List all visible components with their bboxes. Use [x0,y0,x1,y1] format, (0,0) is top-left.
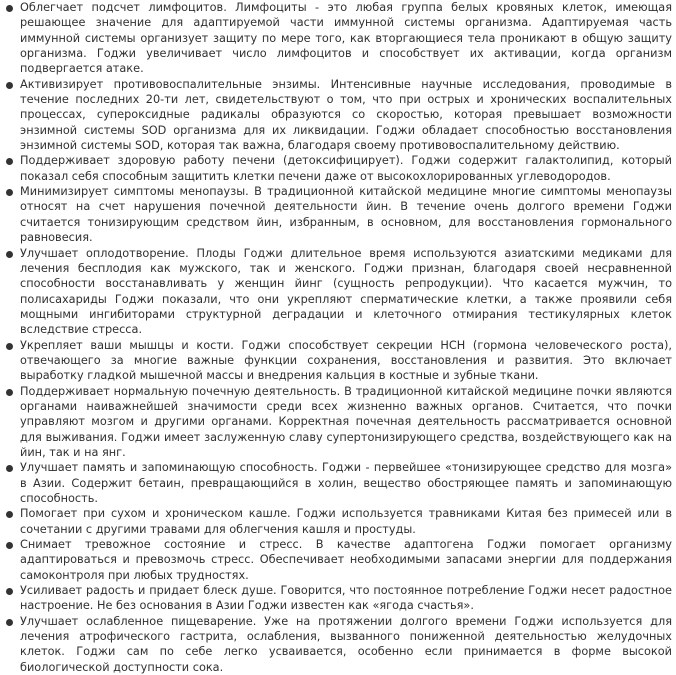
bullet-icon [6,82,13,89]
list-item-text: Улучшает память и запоминающую способность. Годжи - первейшее «тонизирующее средство для мозга» в Азии. Содержит бетаин, превращающийся в холин, вещество обостряющее память и запоминающую способность. [20,461,672,505]
list-item-stress [6,537,672,583]
list-item-text: Поддерживает здоровую работу печени (детоксифицирует). Годжи содержит галактолипид, который показал себя способным защитить клетки печени даже от высокохлорированных углеводородов. [20,154,672,183]
bullet-icon [6,542,13,549]
bullet-icon [6,5,13,12]
list-item-text: Улучшает оплодотворение. Плоды Годжи длительное время используются азиатскими медиками для лечения бесплодия как мужского, так и женского. Годжи признан, благодаря своей несравненной способности восстанавливать у женщин йинг (сущность репродукции). Что касается мужчин, то полисахариды Годжи показали, что они укрепляют сперматические клетки, а также проявили себя мощными ингибиторами структурной деградации и клеточного отмирания тестикулярных клеток вследствие стресса. [20,246,672,337]
bullet-icon [6,343,13,350]
bullet-icon [6,511,13,518]
list-item-text: Усиливает радость и придает блеск душе. Говорится, что постоянное потребление Годжи несет радостное настроение. Не без основания в Азии Годжи известен как «ягода счастья». [20,584,672,613]
list-item-text: Укрепляет ваши мышцы и кости. Годжи способствует секреции HCH (гормона человеческого роста), отвечающего за многие важные функции сохранения, восстановления и развития. Это включает выработку гладкой мышечной массы и внедрения кальция в костные и зубные ткани. [20,338,672,383]
list-item-lymphocytes [6,0,672,77]
bullet-icon [6,189,13,196]
list-item-joy [6,583,672,614]
list-item-muscles-bones [6,338,672,384]
bullet-icon [6,389,13,396]
list-item-kidneys [6,384,672,461]
list-item-text: Активизирует противовоспалительные энзимы. Интенсивные научные исследования, проводимые в течение последних 20-ти лет, свидетельствуют о том, что при острых и хронических воспалительных процессах, супероксидные радикалы образуются со скоростью, которая превышает возможности энзимной системы SOD организма для их ликвидации. Годжи обладает способностью восстановления энзимной системы SOD, которая так важна, благодаря своему противовоспалительному действию. [20,77,672,153]
list-item-text: Поддерживает нормальную почечную деятельность. В традиционной китайской медицине почки являются органами наиважнейшей значимости среди всех жизненно важных органов. Считается, что почки управляют мозгом и другими органами. Корректная почечная деятельность рассматривается основной для выживания. Годжи имеет заслуженную славу супертонизирующего средства, воздействующего как на йин, так и на янг. [20,384,672,459]
list-item-liver [6,153,672,184]
list-item-cough [6,506,672,537]
bullet-icon [6,158,13,165]
list-item-digestion [6,614,672,675]
list-item-text: Минимизирует симптомы менопаузы. В традиционной китайской медицине многие симптомы менопаузы относят на счет нарушения почечной деятельности йин. В течение очень долгого времени Годжи считается тонизирующим средством йин, избранным, в основном, для восстановления гормонального равновесия. [20,185,672,245]
bullet-icon [6,465,13,472]
list-item-text: Снимает тревожное состояние и стресс. В качестве адаптогена Годжи помогает организму адаптироваться и превозмочь стресс. Обеспечивает необходимыми запасами энергии для поддержания самоконтроля при любых трудностях. [20,538,672,582]
list-item-memory [6,460,672,506]
list-item-anti-inflammatory [6,77,672,154]
list-item-text: Помогает при сухом и хроническом кашле. Годжи используется травниками Китая без примесей или в сочетании с другими травами для облегчения кашля и простуды. [20,507,672,536]
list-item-text: Облегчает подсчет лимфоцитов. Лимфоциты - это любая группа белых кровяных клеток, имеющая решающее значение для адаптируемой части иммунной системы организма. Адаптируемая часть иммунной системы организует защиту по мере того, как вторгающиеся тела проникают в общую защиту организма. Годжи увеличивает число лимфоцитов и способствует их активации, когда организм подвергается атаке. [20,1,672,76]
bullet-icon [6,619,13,626]
bullet-icon [6,588,13,595]
bullet-icon [6,251,13,258]
list-item-fertility [6,246,672,338]
list-item-menopause [6,184,672,245]
list-item-text: Улучшает ослабленное пищеварение. Уже на протяжении долгого времени Годжи используется для лечения атрофического гастрита, ослабления, вызванного пониженной деятельностью желудочных клеток. Годжи сам по себе легко усваивается, особенно если принимается в форме высокой биологической доступности сока. [20,614,672,674]
